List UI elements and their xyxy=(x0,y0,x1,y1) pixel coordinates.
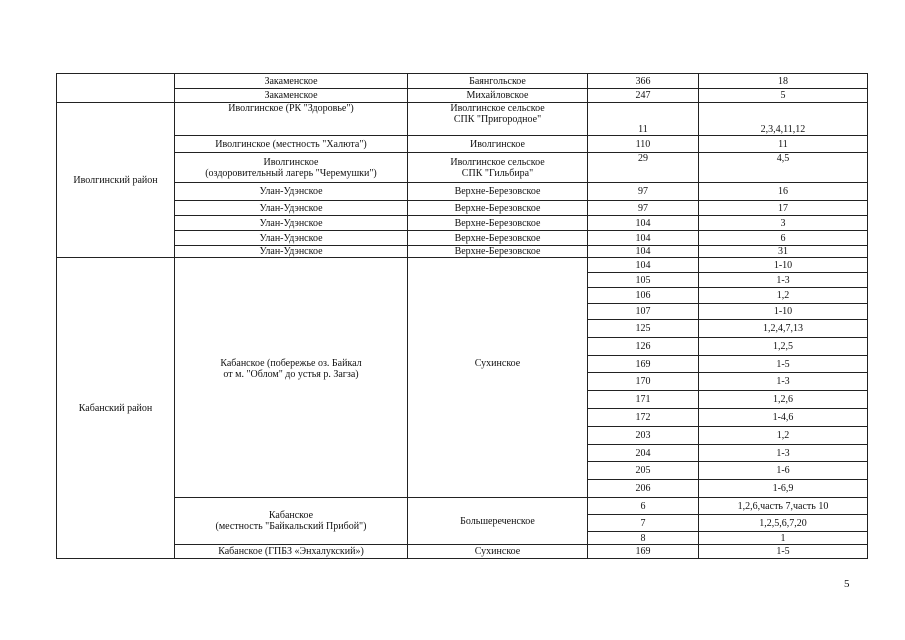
quarter-cell: 172 xyxy=(588,409,699,427)
plots-cell: 1,2,6,часть 7,часть 10 xyxy=(699,498,868,515)
plots-cell: 1-3 xyxy=(699,373,868,391)
settlement-cell xyxy=(175,258,408,498)
plots-cell: 1,2,5,6,7,20 xyxy=(699,515,868,532)
plots-cell: 3 xyxy=(699,216,868,231)
table-row xyxy=(57,74,868,89)
quarter-cell: 97 xyxy=(588,183,699,201)
plots-cell: 11 xyxy=(699,136,868,153)
quarter-cell: 29 xyxy=(588,153,699,183)
plots-cell: 1-6 xyxy=(699,462,868,480)
page-number: 5 xyxy=(844,578,850,590)
settlement-cell: Улан-Удэнское xyxy=(175,216,408,231)
plots-cell: 1-5 xyxy=(699,356,868,373)
quarter-cell: 205 xyxy=(588,462,699,480)
quarter-cell: 125 xyxy=(588,320,699,338)
quarter-cell: 247 xyxy=(588,89,699,103)
municipality-cell xyxy=(408,153,588,183)
settlement-cell: Закаменское xyxy=(175,74,408,89)
settlement-line: (оздоровительный лагерь "Черемушки") xyxy=(205,167,377,179)
plots-cell: 1,2,5 xyxy=(699,338,868,356)
settlement-cell xyxy=(175,498,408,545)
plots-cell: 1-10 xyxy=(699,304,868,320)
plots-cell: 17 xyxy=(699,201,868,216)
quarter-cell: 106 xyxy=(588,288,699,304)
quarter-cell: 366 xyxy=(588,74,699,89)
plots-cell: 1-4,6 xyxy=(699,409,868,427)
municipality-cell: Сухинское xyxy=(408,258,588,498)
plots-cell: 1-3 xyxy=(699,273,868,288)
settlement-cell: Кабанское (ГПБЗ «Энхалукский») xyxy=(175,545,408,559)
settlement-cell: Улан-Удэнское xyxy=(175,231,408,246)
quarter-cell: 11 xyxy=(588,103,699,136)
table-row xyxy=(57,103,868,136)
settlement-cell: Улан-Удэнское xyxy=(175,183,408,201)
municipality-cell: Большереченское xyxy=(408,498,588,545)
district-cell: Кабанский район xyxy=(57,258,175,559)
plots-cell: 1,2,4,7,13 xyxy=(699,320,868,338)
plots-cell: 2,3,4,11,12 xyxy=(699,103,868,136)
plots-cell: 5 xyxy=(699,89,868,103)
table-row xyxy=(57,545,868,559)
quarter-cell: 204 xyxy=(588,445,699,462)
settlement-line: Кабанское (побережье оз. Байкал xyxy=(220,358,362,369)
table-row xyxy=(57,89,868,103)
municipality-cell: Баянгольское xyxy=(408,74,588,89)
quarter-cell: 206 xyxy=(588,480,699,498)
municipality-cell: Верхне-Березовское xyxy=(408,183,588,201)
table-row xyxy=(57,258,868,273)
municipality-line: СПК "Пригородное" xyxy=(453,114,542,125)
plots-cell: 4,5 xyxy=(699,153,868,183)
municipality-cell: Верхне-Березовское xyxy=(408,216,588,231)
quarter-cell: 169 xyxy=(588,356,699,373)
municipality-cell xyxy=(408,103,588,136)
settlement-cell xyxy=(175,153,408,183)
table-row xyxy=(57,153,868,183)
settlement-cell: Иволгинское (местность "Халюта") xyxy=(175,136,408,153)
quarter-cell: 104 xyxy=(588,246,699,258)
table-row xyxy=(57,216,868,231)
plots-cell: 31 xyxy=(699,246,868,258)
plots-cell: 18 xyxy=(699,74,868,89)
plots-cell: 16 xyxy=(699,183,868,201)
table-row xyxy=(57,231,868,246)
plots-cell: 1,2 xyxy=(699,288,868,304)
municipality-cell: Михайловское xyxy=(408,89,588,103)
quarter-cell: 104 xyxy=(588,231,699,246)
municipality-cell: Верхне-Березовское xyxy=(408,246,588,258)
quarter-cell: 126 xyxy=(588,338,699,356)
quarter-cell: 7 xyxy=(588,515,699,532)
municipality-cell: Верхне-Березовское xyxy=(408,231,588,246)
settlement-line: (местность "Байкальский Прибой") xyxy=(215,521,367,532)
quarter-cell: 110 xyxy=(588,136,699,153)
settlement-cell: Улан-Удэнское xyxy=(175,201,408,216)
table-row xyxy=(57,498,868,515)
plots-cell: 1-3 xyxy=(699,445,868,462)
quarter-cell: 169 xyxy=(588,545,699,559)
table-row xyxy=(57,183,868,201)
settlement-line: Кабанское xyxy=(268,510,314,521)
table-row xyxy=(57,201,868,216)
settlement-cell: Иволгинское (РК "Здоровье") xyxy=(175,103,408,136)
quarter-cell: 104 xyxy=(588,258,699,273)
district-cell: Иволгинский район xyxy=(57,103,175,258)
municipality-line: Иволгинское сельское xyxy=(450,103,545,114)
municipality-cell: Иволгинское xyxy=(408,136,588,153)
quarter-cell: 8 xyxy=(588,532,699,545)
municipality-line: СПК "Гильбира" xyxy=(461,167,534,179)
settlement-cell: Закаменское xyxy=(175,89,408,103)
quarter-cell: 105 xyxy=(588,273,699,288)
quarter-cell: 107 xyxy=(588,304,699,320)
plots-cell: 1 xyxy=(699,532,868,545)
plots-cell: 1,2,6 xyxy=(699,391,868,409)
settlement-line: Иволгинское xyxy=(263,156,319,168)
table-row xyxy=(57,246,868,258)
municipality-line: Иволгинское сельское xyxy=(450,156,545,168)
plots-cell: 1,2 xyxy=(699,427,868,445)
settlement-line: от м. "Облом" до устья р. Загза) xyxy=(223,369,359,380)
quarter-cell: 6 xyxy=(588,498,699,515)
quarter-cell: 171 xyxy=(588,391,699,409)
plots-cell: 1-10 xyxy=(699,258,868,273)
land-plots-table xyxy=(56,73,868,559)
municipality-cell: Сухинское xyxy=(408,545,588,559)
quarter-cell: 97 xyxy=(588,201,699,216)
quarter-cell: 170 xyxy=(588,373,699,391)
quarter-cell: 203 xyxy=(588,427,699,445)
plots-cell: 1-5 xyxy=(699,545,868,559)
table-row xyxy=(57,136,868,153)
plots-cell: 6 xyxy=(699,231,868,246)
plots-cell: 1-6,9 xyxy=(699,480,868,498)
quarter-cell: 104 xyxy=(588,216,699,231)
municipality-cell: Верхне-Березовское xyxy=(408,201,588,216)
district-cell xyxy=(57,74,175,103)
settlement-cell: Улан-Удэнское xyxy=(175,246,408,258)
